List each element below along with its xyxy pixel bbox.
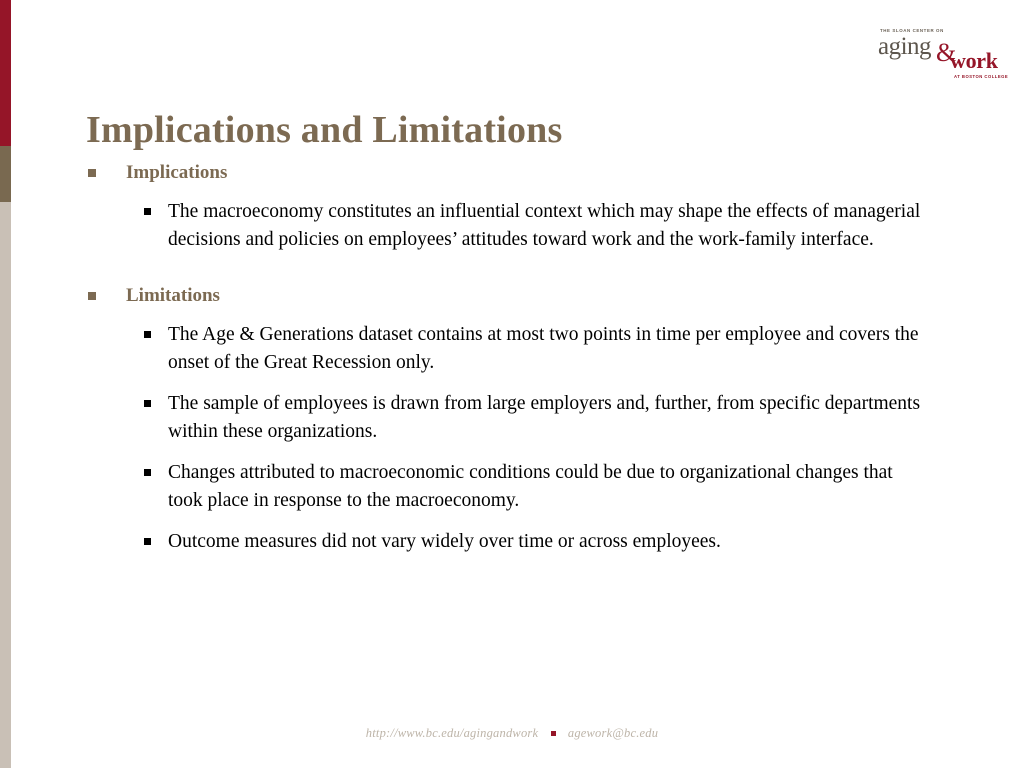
content-group-implications bbox=[0, 160, 1024, 253]
sloan-center-logo bbox=[864, 28, 1009, 80]
list-item bbox=[0, 459, 1024, 514]
logo-word-work: work bbox=[950, 48, 998, 73]
square-bullet-icon bbox=[88, 292, 96, 300]
logo-subtitle-text: AT BOSTON COLLEGE bbox=[954, 74, 1009, 79]
list-item-text: The sample of employees is drawn from large employers and, further, from specific departments within these organizations. bbox=[168, 393, 921, 442]
list-item-text: Outcome measures did not vary widely over time or across employees. bbox=[168, 531, 721, 552]
bullet-level1-label: Limitations bbox=[126, 285, 220, 306]
logo-word-aging: aging bbox=[878, 33, 932, 60]
spacer bbox=[0, 376, 1024, 390]
bullet-level1-label: Implications bbox=[126, 162, 228, 183]
content-group-limitations bbox=[0, 283, 1024, 556]
spacer bbox=[0, 309, 1024, 321]
slide-footer bbox=[0, 726, 1024, 741]
bullet-level1-implications bbox=[0, 160, 1024, 186]
list-item bbox=[0, 390, 1024, 445]
footer-separator-icon bbox=[551, 731, 556, 736]
square-bullet-icon bbox=[88, 169, 96, 177]
list-item bbox=[0, 321, 1024, 376]
spacer bbox=[0, 445, 1024, 459]
list-item-text: The Age & Generations dataset contains at most two points in time per employee and covers the onset of the Great Recession only. bbox=[168, 324, 919, 373]
square-bullet-icon bbox=[144, 331, 151, 338]
logo-kicker-text: THE SLOAN CENTER ON bbox=[880, 28, 944, 33]
list-item-text: The macroeconomy constitutes an influential context which may shape the effects of managerial decisions and policies on employees’ attitudes toward work and the work-family interface. bbox=[168, 201, 921, 250]
square-bullet-icon bbox=[144, 208, 151, 215]
spacer bbox=[0, 514, 1024, 528]
square-bullet-icon bbox=[144, 400, 151, 407]
bullet-level1-limitations bbox=[0, 283, 1024, 309]
list-item bbox=[0, 528, 1024, 556]
square-bullet-icon bbox=[144, 538, 151, 545]
list-item bbox=[0, 198, 1024, 253]
slide-body bbox=[0, 160, 1024, 556]
footer-email[interactable]: agework@bc.edu bbox=[567, 726, 659, 740]
list-item-text: Changes attributed to macroeconomic conditions could be due to organizational changes that took place in response to the macroeconomy. bbox=[168, 462, 893, 511]
square-bullet-icon bbox=[144, 469, 151, 476]
logo-wordmark bbox=[864, 33, 1009, 79]
footer-url[interactable]: http://www.bc.edu/agingandwork bbox=[365, 726, 539, 740]
logo-ampersand-icon: & bbox=[936, 38, 957, 67]
page-title: Implications and Limitations bbox=[86, 109, 563, 152]
spacer bbox=[0, 253, 1024, 283]
stripe-band-red bbox=[0, 0, 11, 146]
spacer bbox=[0, 186, 1024, 198]
